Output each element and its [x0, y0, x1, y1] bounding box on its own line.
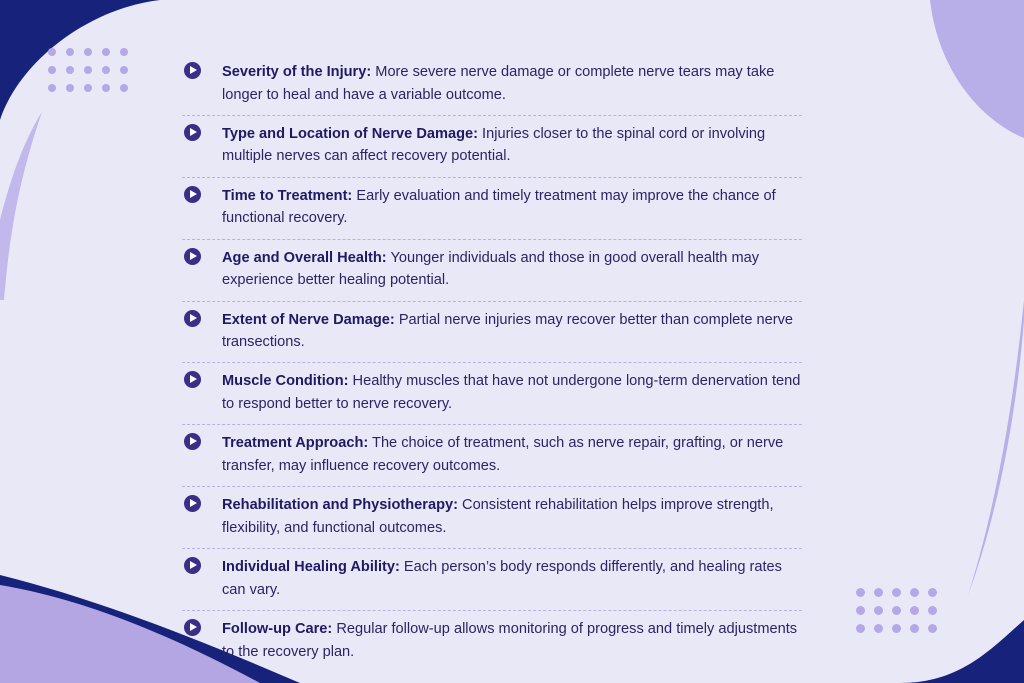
- list-item-text: [222, 370, 802, 415]
- list-item: [182, 611, 802, 673]
- list-item-text: [222, 123, 802, 168]
- play-circle-icon: [184, 186, 201, 203]
- list-item-title: Type and Location of Nerve Damage:: [222, 125, 478, 142]
- list-item-title: Time to Treatment:: [222, 187, 353, 204]
- list-item-text: [222, 556, 802, 601]
- play-circle-icon: [184, 557, 201, 574]
- list-item-description: More severe nerve damage or complete nerve tears may take longer to heal and have a variable outcome.: [222, 64, 775, 103]
- list-item-description: Each person’s body responds differently, and healing rates can vary.: [222, 559, 782, 598]
- list-item: [182, 425, 802, 487]
- list-item-description: Healthy muscles that have not undergone long-term denervation tend to respond better to nerve recovery.: [222, 373, 801, 412]
- play-circle-icon: [184, 124, 201, 141]
- list-item: [182, 549, 802, 611]
- list-item-title: Age and Overall Health:: [222, 249, 387, 266]
- list-item-description: Regular follow-up allows monitoring of progress and timely adjustments to the recovery plan.: [222, 621, 798, 660]
- play-circle-icon: [184, 62, 201, 79]
- play-circle-icon: [184, 433, 201, 450]
- list-item: [182, 116, 802, 178]
- list-item: [182, 54, 802, 116]
- decorative-dot-grid-top: [48, 48, 128, 92]
- list-item-text: [222, 185, 802, 230]
- list-item-title: Treatment Approach:: [222, 435, 369, 452]
- play-circle-icon: [184, 310, 201, 327]
- list-item-title: Extent of Nerve Damage:: [222, 311, 395, 328]
- play-circle-icon: [184, 495, 201, 512]
- list-item-description: The choice of treatment, such as nerve repair, grafting, or nerve transfer, may influence recovery outcomes.: [222, 435, 784, 474]
- list-item-text: [222, 618, 802, 663]
- list-item: [182, 302, 802, 364]
- list-item-text: [222, 61, 802, 106]
- list-item-description: Partial nerve injuries may recover better than complete nerve transections.: [222, 311, 794, 351]
- play-circle-icon: [184, 248, 201, 265]
- list-item-title: Individual Healing Ability:: [222, 559, 400, 576]
- recovery-factors-list: [182, 54, 802, 673]
- list-item-description: Consistent rehabilitation helps improve strength, flexibility, and functional outcomes.: [222, 497, 774, 536]
- list-item-title: Rehabilitation and Physiotherapy:: [222, 497, 458, 514]
- list-item-text: [222, 494, 802, 539]
- list-item-description: Younger individuals and those in good overall health may experience better healing potential.: [222, 249, 760, 289]
- list-item-text: [222, 432, 802, 477]
- list-item: [182, 487, 802, 549]
- list-item: [182, 178, 802, 240]
- list-item-text: [222, 247, 802, 292]
- play-circle-icon: [184, 371, 201, 388]
- list-item-text: [222, 309, 802, 354]
- list-item: [182, 363, 802, 425]
- list-item-title: Muscle Condition:: [222, 373, 349, 390]
- play-circle-icon: [184, 619, 201, 636]
- list-item-title: Follow-up Care:: [222, 621, 333, 638]
- decorative-dot-grid-bottom: [856, 588, 937, 633]
- list-item-title: Severity of the Injury:: [222, 64, 372, 80]
- list-item: [182, 240, 802, 302]
- list-item-description: Injuries closer to the spinal cord or involving multiple nerves can affect recovery potential.: [222, 125, 766, 165]
- list-item-description: Early evaluation and timely treatment may improve the chance of functional recovery.: [222, 187, 776, 227]
